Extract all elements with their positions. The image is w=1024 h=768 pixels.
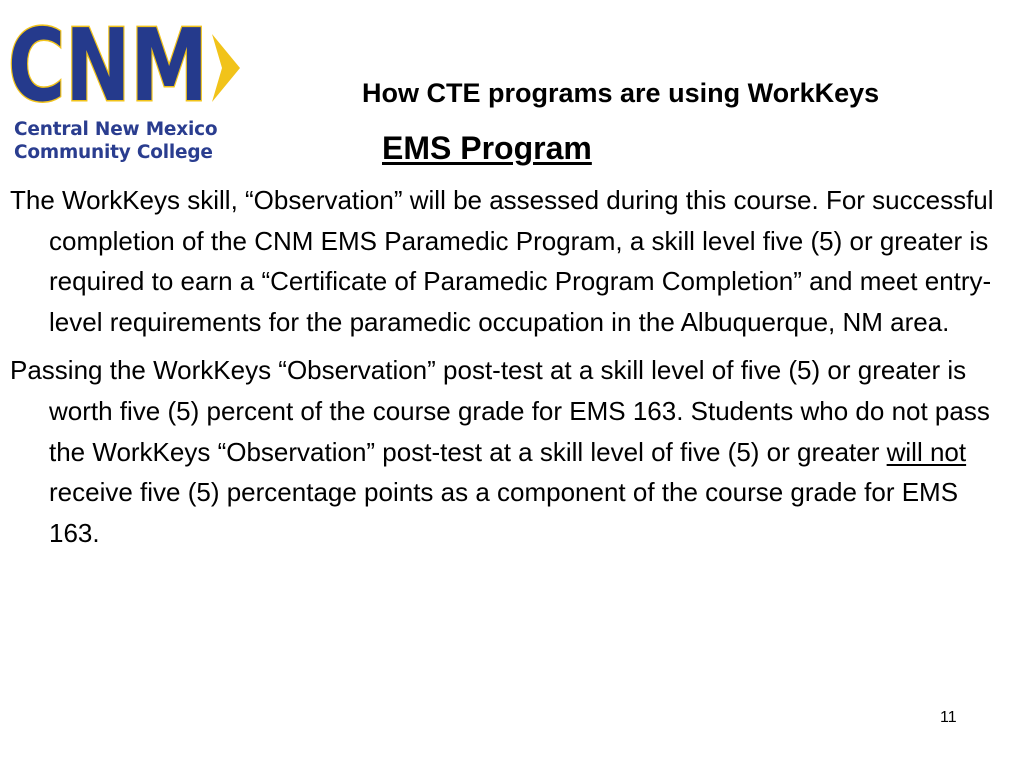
logo-caption-line1: Central New Mexico <box>14 119 218 140</box>
slide-number: 11 <box>940 709 957 726</box>
slide-subtitle: EMS Program <box>382 130 592 166</box>
slide-title: How CTE programs are using WorkKeys <box>362 78 880 108</box>
grade-policy-text-start: Passing the WorkKeys “Observation” post-test at a skill level of five (5) or greater is worth five (5) percent of the course grade for EMS 163. Students who do not pass the WorkKeys “Observation” post-test at a skill level of five (5) or greater <box>10 355 990 467</box>
logo-caption-line2: Community College <box>14 142 213 163</box>
paragraph-observation-assessment: The WorkKeys skill, “Observation” will be assessed during this course. For successful completion of the CNM EMS Paramedic Program, a skill level five (5) or greater is required to earn a “Certificate of Paramedic Program Completion” and meet entry-level requirements for the paramedic occupation in the Albuquerque, NM area. <box>10 185 994 337</box>
cnm-logo <box>8 14 243 172</box>
will-not-emphasis: will not <box>886 436 967 467</box>
cnm-logo-wordmark: CNM <box>8 14 208 114</box>
grade-policy-text-end: receive five (5) percentage points as a component of the course grade for EMS 163. <box>49 477 959 548</box>
cnm-logo-mark <box>8 14 243 114</box>
chevron-right-icon <box>212 34 240 102</box>
paragraph-grade-policy <box>10 350 1015 553</box>
cnm-logo-caption <box>14 118 234 164</box>
slide-body <box>10 180 1015 561</box>
